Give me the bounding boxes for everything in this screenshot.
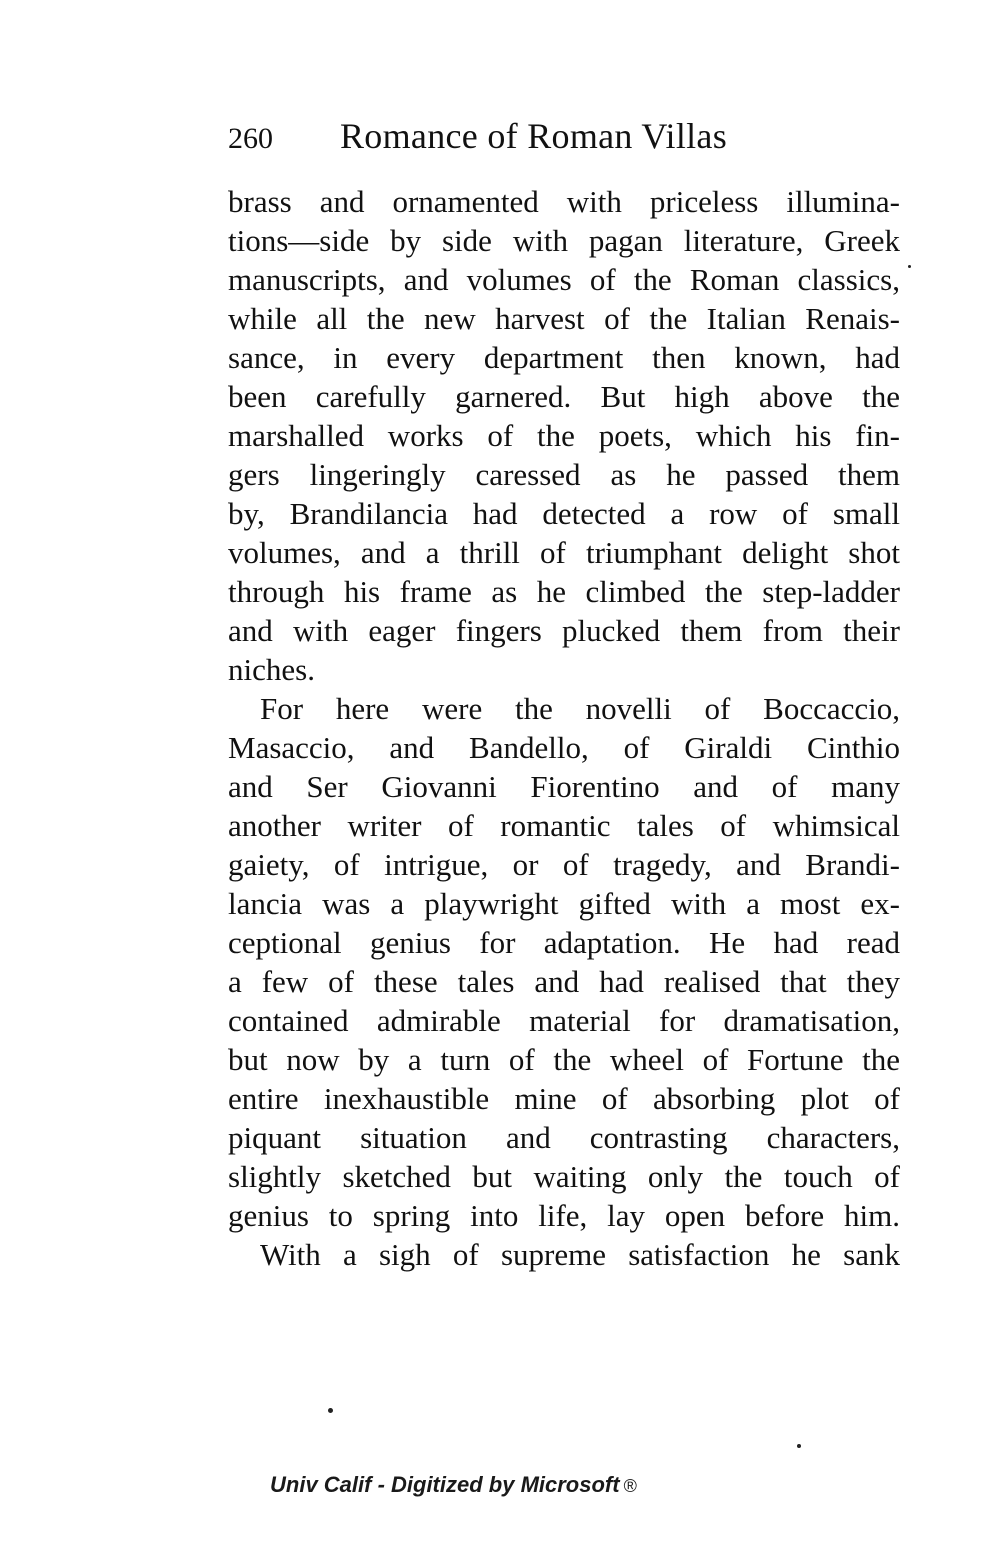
watermark-text: Univ Calif - Digitized by Microsoft: [270, 1472, 620, 1497]
book-title: Romance of Roman Villas: [340, 116, 728, 156]
text-line: manuscripts, and volumes of the Roman classics,: [228, 262, 900, 297]
text-line: marshalled works of the poets, which his fin-: [228, 418, 900, 453]
text-line: slightly sketched but waiting only the touch of: [228, 1159, 900, 1194]
text-line: With a sigh of supreme satisfaction he sank: [260, 1237, 900, 1272]
page-number: 260: [228, 122, 273, 155]
text-line: lancia was a playwright gifted with a most ex-: [228, 886, 900, 921]
text-line: while all the new harvest of the Italian Renais-: [228, 301, 900, 336]
text-line: gers lingeringly caressed as he passed them: [228, 457, 900, 492]
ink-speck: [797, 1444, 801, 1448]
text-line: another writer of romantic tales of whimsical: [228, 808, 900, 843]
text-line: Masaccio, and Bandello, of Giraldi Cinthio: [228, 730, 900, 765]
text-line: genius to spring into life, lay open before him.: [228, 1198, 900, 1233]
text-line: contained admirable material for dramatisation,: [228, 1003, 900, 1038]
text-line: and Ser Giovanni Fiorentino and of many: [228, 769, 900, 804]
text-line: tions—side by side with pagan literature, Greek: [228, 223, 900, 258]
text-line: niches.: [228, 652, 315, 687]
text-line: but now by a turn of the wheel of Fortune the: [228, 1042, 900, 1077]
text-line: been carefully garnered. But high above the: [228, 379, 900, 414]
text-line: piquant situation and contrasting characters,: [228, 1120, 900, 1155]
text-line: sance, in every department then known, had: [228, 340, 900, 375]
text-line: gaiety, of intrigue, or of tragedy, and Brandi-: [228, 847, 900, 882]
digitization-watermark: [270, 1470, 740, 1501]
registered-mark-icon: ®: [623, 1476, 637, 1496]
text-line: a few of these tales and had realised that they: [228, 964, 900, 999]
text-line: by, Brandilancia had detected a row of small: [228, 496, 900, 531]
text-line: entire inexhaustible mine of absorbing plot of: [228, 1081, 900, 1116]
ink-speck: [328, 1408, 333, 1413]
text-line: brass and ornamented with priceless illumina-: [228, 184, 900, 219]
ink-speck: [908, 265, 911, 268]
text-line: For here were the novelli of Boccaccio,: [260, 691, 900, 726]
text-line: volumes, and a thrill of triumphant delight shot: [228, 535, 900, 570]
running-head: [228, 112, 908, 160]
text-line: and with eager fingers plucked them from their: [228, 613, 900, 648]
body-text: [228, 182, 900, 1274]
text-line: ceptional genius for adaptation. He had read: [228, 925, 900, 960]
text-line: through his frame as he climbed the step-ladder: [228, 574, 900, 609]
